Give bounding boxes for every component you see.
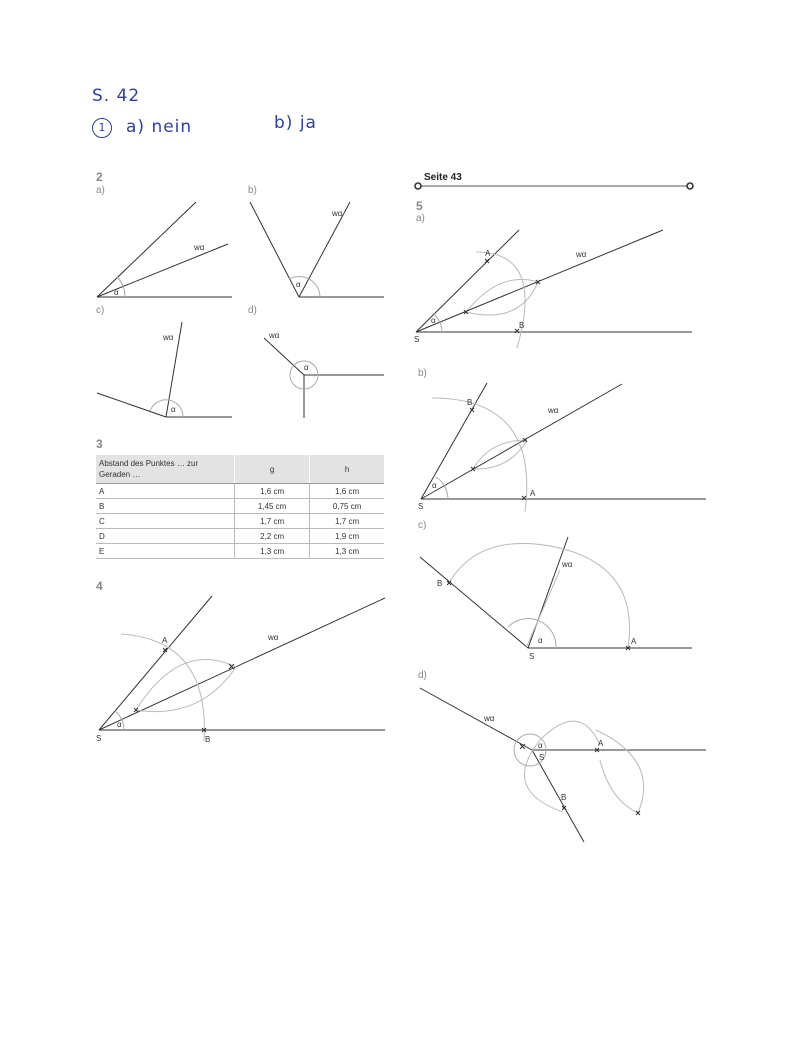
exercise-5a-label: a) bbox=[416, 213, 425, 224]
table-cell-point: E bbox=[96, 544, 235, 559]
table-cell-g: 1,6 cm bbox=[235, 484, 310, 499]
label-5a-B: B bbox=[519, 321, 525, 330]
exercise-5b-label: b) bbox=[418, 368, 427, 379]
label-4-B: B bbox=[205, 735, 211, 744]
label-5b-S: S bbox=[418, 502, 424, 511]
handwritten-task-number: 1 bbox=[98, 121, 106, 134]
exercise-2a-label: a) bbox=[96, 185, 105, 196]
table-cell-g: 1,3 cm bbox=[235, 544, 310, 559]
label-5a-S: S bbox=[414, 335, 420, 344]
table-cell-g: 2,2 cm bbox=[235, 529, 310, 544]
table-header-g: g bbox=[235, 455, 310, 484]
figure-2d bbox=[264, 338, 384, 418]
label-2a-w: wα bbox=[194, 243, 205, 252]
label-5c-alpha: α bbox=[538, 636, 543, 645]
label-2c-alpha: α bbox=[171, 405, 176, 414]
table-cell-h: 1,6 cm bbox=[310, 484, 384, 499]
label-4-S: S bbox=[96, 734, 102, 743]
label-2a-alpha: α bbox=[114, 288, 119, 297]
label-5b-B: B bbox=[467, 398, 473, 407]
table-header-h: h bbox=[310, 455, 384, 484]
table-cell-g: 1,45 cm bbox=[235, 499, 310, 514]
label-5c-w: wα bbox=[562, 560, 573, 569]
label-5b-w: wα bbox=[548, 406, 559, 415]
table-cell-point: C bbox=[96, 514, 235, 529]
seite-43-title: Seite 43 bbox=[424, 172, 462, 183]
table-cell-h: 1,9 cm bbox=[310, 529, 384, 544]
figure-5b bbox=[421, 383, 706, 512]
table-cell-point: A bbox=[96, 484, 235, 499]
exercise-5c-label: c) bbox=[418, 520, 427, 531]
label-5c-B: B bbox=[437, 579, 443, 588]
figure-5a bbox=[416, 230, 692, 348]
label-2d-w: wα bbox=[269, 331, 280, 340]
figure-4 bbox=[99, 596, 385, 741]
table-cell-h: 1,3 cm bbox=[310, 544, 384, 559]
table-cell-point: B bbox=[96, 499, 235, 514]
label-5a-A: A bbox=[485, 249, 491, 258]
label-5c-S: S bbox=[529, 652, 535, 661]
exercise-4-number: 4 bbox=[96, 579, 103, 593]
label-2d-alpha: α bbox=[304, 363, 309, 372]
table-cell-h: 1,7 cm bbox=[310, 514, 384, 529]
table-cell-point: D bbox=[96, 529, 235, 544]
seite-43-rule bbox=[415, 183, 693, 189]
table-header-point: Abstand des Punktes … zur Geraden … bbox=[96, 455, 235, 484]
label-5c-A: A bbox=[631, 637, 637, 646]
figure-2b bbox=[250, 202, 384, 297]
exercise-5-number: 5 bbox=[416, 199, 423, 213]
exercise-2c-label: c) bbox=[96, 305, 105, 316]
figure-5d bbox=[420, 688, 706, 842]
table-cell-g: 1,7 cm bbox=[235, 514, 310, 529]
label-5d-A: A bbox=[598, 739, 604, 748]
label-5a-w: wα bbox=[576, 250, 587, 259]
handwritten-answer-a: a) nein bbox=[126, 117, 193, 137]
label-5b-A: A bbox=[530, 489, 536, 498]
exercise-3-number: 3 bbox=[96, 437, 103, 451]
label-5d-S: S bbox=[539, 753, 545, 762]
label-4-A: A bbox=[162, 636, 168, 645]
label-4-alpha: α bbox=[117, 720, 122, 729]
figure-2a bbox=[97, 202, 232, 297]
exercise-2-number: 2 bbox=[96, 170, 103, 184]
label-5d-alpha: α bbox=[538, 741, 543, 750]
table-cell-h: 0,75 cm bbox=[310, 499, 384, 514]
exercise-5d-label: d) bbox=[418, 670, 427, 681]
label-5a-alpha: α bbox=[431, 316, 436, 325]
label-4-w: wα bbox=[268, 633, 279, 642]
label-5b-alpha: α bbox=[432, 481, 437, 490]
exercise-2d-label: d) bbox=[248, 305, 257, 316]
label-2c-w: wα bbox=[163, 333, 174, 342]
exercise-2b-label: b) bbox=[248, 185, 257, 196]
label-5d-w: wα bbox=[484, 714, 495, 723]
figure-5c bbox=[420, 537, 692, 650]
handwritten-answer-b: b) ja bbox=[274, 113, 317, 133]
label-2b-alpha: α bbox=[296, 280, 301, 289]
handwritten-page-ref: S. 42 bbox=[92, 86, 141, 106]
label-2b-w: wα bbox=[332, 209, 343, 218]
label-5d-B: B bbox=[561, 793, 567, 802]
